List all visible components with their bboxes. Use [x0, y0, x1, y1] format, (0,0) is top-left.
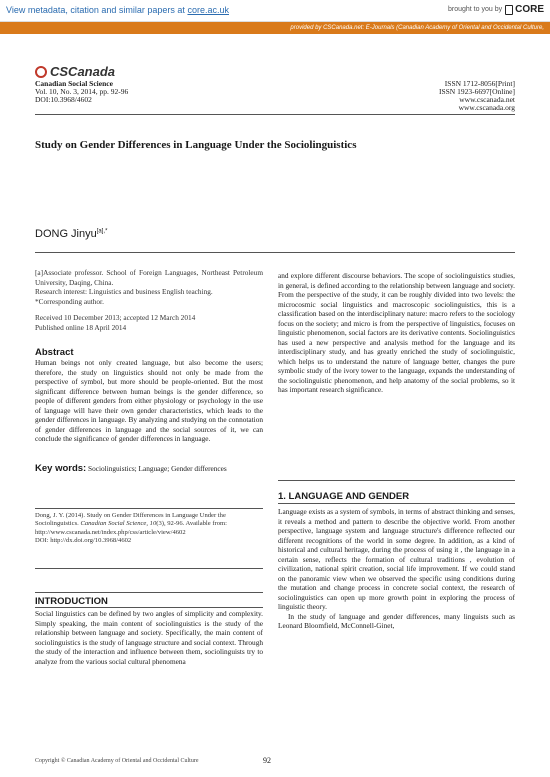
- core-brand[interactable]: [448, 4, 544, 15]
- research-interest: Research interest: Linguistics and business English teaching.: [35, 287, 213, 296]
- journal-volume: Vol. 10, No. 3, 2014, pp. 92-96: [35, 87, 129, 96]
- keywords-heading: Key words:: [35, 463, 87, 474]
- issn-online: ISSN 1923-6697[Online]: [438, 87, 515, 96]
- issn-print: ISSN 1712-8056[Print]: [444, 79, 515, 88]
- author-sup: [a],*: [96, 228, 108, 235]
- core-banner: [0, 0, 550, 32]
- citation-block: [35, 512, 263, 546]
- journal-name: Canadian Social Science: [35, 79, 113, 88]
- right-col-text: and explore different discourse behaviors. The scope of sociolinguistics studies, in general, is defined according to the relationship between language and society. From the perspective of the study, it can be roughly divided into two levels: the microcosmic social linguistics and macroscopic sociolinguistics, this is a classification based on the interdisciplinary nature: macro refers to the sociology focus on the society; and micro is from the perspective of linguistics, focuses on linguistic phenomenon, social factors are its derivative contents. Sociolinguistics has used a new perspective and analysis method for the language and its interdisciplinary study, and has greatly enriched the study of sociolinguistic, which helps us to understand the nature of language better, changes the pure symbolic study of the ivory tower to the language, expands the understanding of the sociolinguistic phenomenon, and help anatomy of the social problems, so it has important research significance.: [278, 271, 515, 394]
- section1-body: [278, 507, 515, 631]
- page-number: 92: [263, 756, 271, 765]
- author: [35, 228, 107, 240]
- affiliation-block: [35, 268, 263, 332]
- intro-text: Social linguistics can be defined by two angles of simplicity and complexity. Simply speaking, the main content of sociolinguistics is the study of the relationship between language and society. Specifically, the main content of sociolinguistics is the study of language structure and social context. Through the study of the interaction and influence between them, sociolinguists try to analyze from the various social cultural phenomena: [35, 609, 263, 666]
- journal-meta-left: [35, 80, 128, 104]
- brought-text: brought to you by: [448, 6, 503, 13]
- abstract-text: Human beings not only created language, but also become the users; therefore, the study on linguistics should not only be made from the perspective of symbol, but more should be people-oriented. But the most significant difference between human beings is the gender difference, so people of different genders from either physiology or psychology in the use of language will have their own gender characteristics, which leads to the gender differences in language. By analyzing and studying on the connotation of gender differences in language and the social sources of it, we can conclude the significance of gender differences in language.: [35, 358, 263, 443]
- cscanada-logo-icon: [35, 66, 47, 78]
- affiliation: [a]Associate professor. School of Foreign Languages, Northeast Petroleum University, Daqing, China.: [35, 268, 263, 287]
- copyright: Copyright © Canadian Academy of Oriental and Occidental Culture: [35, 758, 199, 764]
- published-date: Published online 18 April 2014: [35, 322, 127, 332]
- section1-paragraph-1: Language exists as a system of symbols, in terms of abstract thinking and senses, it reveals a method and pattern to describe the objective world. From another perspective, language system and language structure's difference reflected our different recognitions of the world in some degree. In addition, as a kind of historical and cultural heritage, during the process of using it , the language in a certain sense, reflects the formation of cultural traditions , evolution of civilization, national spirit creation, social life improvement. If we could stand on the panoramic view when we observed the specific using conditions during the mutation and change process in concrete social context, the research of sociolinguistics can open up more growth point in exploring the process of linguistic theory.: [278, 507, 515, 611]
- journal-url-org[interactable]: www.cscanada.org: [458, 103, 515, 112]
- corresponding-author: *Corresponding author.: [35, 296, 104, 306]
- core-logo[interactable]: [505, 4, 544, 15]
- section1-top-divider: [278, 480, 515, 481]
- intro-bottom-divider: [35, 607, 263, 608]
- core-logo-icon: [505, 5, 513, 15]
- cite-top-divider: [35, 508, 263, 509]
- abstract-heading: Abstract: [35, 347, 74, 358]
- intro-heading: INTRODUCTION: [35, 596, 108, 607]
- cite-bottom-divider: [35, 568, 263, 569]
- provided-by-bar[interactable]: provided by CSCanada.net: E-Journals (Canadian Academy of Oriental and Occidental Culture,: [0, 22, 550, 34]
- core-ac-uk-link[interactable]: core.ac.uk: [187, 5, 229, 15]
- received-date: Received 10 December 2013; accepted 12 March 2014: [35, 313, 196, 322]
- section1-heading: 1. LANGUAGE AND GENDER: [278, 491, 410, 502]
- cscanada-logo: [35, 64, 115, 79]
- core-label: CORE: [515, 4, 544, 15]
- cite-journal: Canadian Social Science, 10: [80, 520, 157, 528]
- keywords-text: Sociolinguistics; Language; Gender differences: [88, 464, 227, 473]
- header-divider: [35, 114, 515, 115]
- cscanada-brand: CSCanada: [50, 64, 116, 79]
- cite-part2[interactable]: (3), 92-96. Available from: http://www.cscanada.net/index.php/css/article/view/4602: [35, 520, 227, 536]
- keywords-block: [35, 464, 263, 474]
- core-top-bar: [0, 0, 550, 22]
- cite-doi[interactable]: DOI: http://dx.doi.org/10.3968/4602: [35, 537, 132, 545]
- author-divider: [35, 252, 515, 253]
- intro-top-divider: [35, 592, 263, 593]
- journal-doi: DOI:10.3968/4602: [35, 95, 92, 104]
- paper-title: Study on Gender Differences in Language Under the Sociolinguistics: [35, 139, 357, 151]
- journal-meta-right: [439, 80, 515, 112]
- section1-bottom-divider: [278, 503, 515, 504]
- section1-paragraph-2: In the study of language and gender differences, many linguists such as Leonard Bloomfield, McConnell-Ginet,: [278, 611, 515, 630]
- metadata-text: View metadata, citation and similar papers at: [6, 5, 185, 15]
- cite-part1: Dong, J. Y. (2014). Study on Gender Differences in Language Under the Sociolinguistics.: [35, 512, 226, 528]
- journal-url-net[interactable]: www.cscanada.net: [459, 95, 515, 104]
- author-name: DONG Jinyu: [35, 228, 97, 240]
- metadata-link[interactable]: [6, 5, 229, 15]
